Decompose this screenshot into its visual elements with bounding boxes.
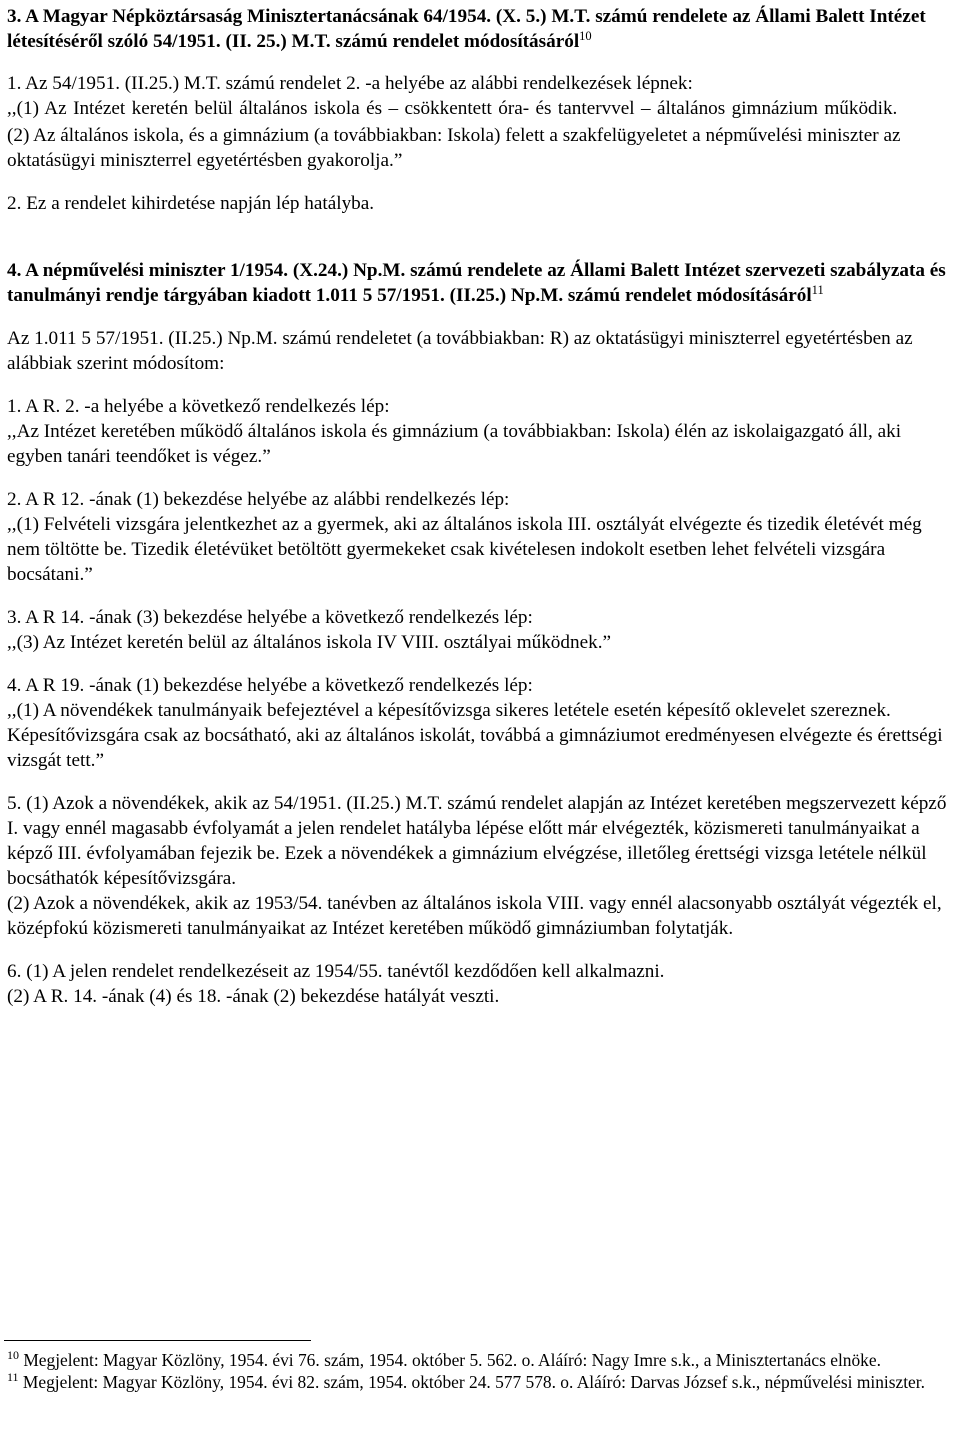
- footnote-separator: [4, 1340, 311, 1341]
- section-3-heading: [7, 4, 956, 54]
- section-4-item-5-part-1: 5. (1) Azok a növendékek, akik az 54/1951. (II.25.) M.T. számú rendelet alapján az Intézet keretében megszervezett képző I. vagy ennél magasabb évfolyamát a jelen rendelet hatályba lépése előtt már elvégezték, közismereti tanulmányaikat a képző III. évfolyamában fejezik be. Ezek a növendékek a gimnázium elvégzése, illetőleg érettségi vizsga letétele nélkül bocsáthatók képesítővizsgára.: [7, 793, 947, 889]
- section-3-paragraph-1: 1. Az 54/1951. (II.25.) M.T. számú rendelet 2. -a helyébe az alábbi rendelkezések lépnek:: [7, 73, 693, 94]
- section-4-item-6-part-2: (2) A R. 14. -ának (4) és 18. -ának (2) bekezdése hatályát veszti.: [7, 986, 500, 1007]
- footnote-ref-11[interactable]: 11: [811, 283, 824, 297]
- section-4-item-4-quote: ,,(1) A növendékek tanulmányaik befejeztével a képesítővizsga sikeres letétele esetén képesítő oklevelet szereznek. Képesítővizsgára csak az bocsátható, aki az általános iskolát, továbbá a gimnáziumot eredményesen elvégezte és érettségi vizsgát tett.”: [7, 700, 943, 771]
- footnote-11-text: Megjelent: Magyar Közlöny, 1954. évi 82. szám, 1954. október 24. 577 578. o. Aláíró: Darvas József s.k., népművelési miniszter.: [18, 1372, 925, 1392]
- footnote-ref-10[interactable]: 10: [579, 29, 592, 43]
- footnote-10-number: 10: [7, 1348, 19, 1362]
- footnote-10: [7, 1349, 952, 1371]
- section-4-intro: Az 1.011 5 57/1951. (II.25.) Np.M. számú rendeletet (a továbbiakban: R) az oktatásügyi miniszterrel egyetértésben az alábbiak szerint módosítom:: [7, 328, 913, 374]
- footnote-10-text: Megjelent: Magyar Közlöny, 1954. évi 76. szám, 1954. október 5. 562. o. Aláíró: Nagy Imre s.k., a Minisztertanács elnöke.: [19, 1350, 881, 1370]
- section-4-item-3: 3. A R 14. -ának (3) bekezdése helyébe a következő rendelkezés lép:: [7, 607, 533, 628]
- section-4-item-3-quote: ,,(3) Az Intézet keretén belül az általános iskola IV VIII. osztályai működnek.”: [7, 632, 612, 653]
- section-4-item-4: 4. A R 19. -ának (1) bekezdése helyébe a következő rendelkezés lép:: [7, 675, 533, 696]
- section-4-item-1-quote: ,,Az Intézet keretében működő általános iskola és gimnázium (a továbbiakban: Iskola) élén az iskolaigazgató áll, aki egyben tanári teendőket is végez.”: [7, 421, 902, 467]
- section-3-quote-1: ,,(1) Az Intézet keretén belül általános iskola és – csökkentett óra- és tantervvel – általános gimnázium működik.: [7, 98, 898, 119]
- section-3-quote-2: (2) Az általános iskola, és a gimnázium (a továbbiakban: Iskola) felett a szakfelügyeletet a népművelési miniszter az oktatásügyi miniszterrel egyetértésben gyakorolja.”: [7, 125, 901, 171]
- section-4-heading-text: 4. A népművelési miniszter 1/1954. (X.24.) Np.M. számú rendelete az Állami Balett Intézet szervezeti szabályzata és tanulmányi rendje tárgyában kiadott 1.011 5 57/1951. (II.25.) Np.M. számú rendelet módosításáról: [7, 260, 946, 306]
- section-3-paragraph-2: 2. Ez a rendelet kihirdetése napján lép hatályba.: [7, 193, 375, 214]
- footnotes-area: [7, 1340, 952, 1393]
- section-4-item-2: 2. A R 12. -ának (1) bekezdése helyébe az alábbi rendelkezés lép:: [7, 489, 510, 510]
- section-4-item-6-part-1: 6. (1) A jelen rendelet rendelkezéseit az 1954/55. tanévtől kezdődően kell alkalmazni.: [7, 961, 665, 982]
- footnote-11: [7, 1371, 952, 1393]
- section-4-item-2-quote: ,,(1) Felvételi vizsgára jelentkezhet az a gyermek, aki az általános iskola III. osztályát elvégezte és tizedik életévét még nem töltötte be. Tizedik életévüket betöltött gyermekeket csak kivételesen indokolt esetben lehet felvételi vizsgára bocsátani.”: [7, 514, 922, 585]
- section-4-item-1: 1. A R. 2. -a helyébe a következő rendelkezés lép:: [7, 396, 390, 417]
- section-4-heading: [7, 258, 956, 308]
- section-3-heading-text: 3. A Magyar Népköztársaság Minisztertanácsának 64/1954. (X. 5.) M.T. számú rendelete az Állami Balett Intézet létesítéséről szóló 54/1951. (II. 25.) M.T. számú rendelet módosításáról: [7, 6, 926, 52]
- section-4-item-5-part-2: (2) Azok a növendékek, akik az 1953/54. tanévben az általános iskola VIII. vagy ennél alacsonyabb osztályát végezték el, középfokú közismereti tanulmányaikat az Intézet keretében működő gimnáziumban folytatják.: [7, 893, 942, 939]
- footnote-11-number: 11: [7, 1370, 19, 1384]
